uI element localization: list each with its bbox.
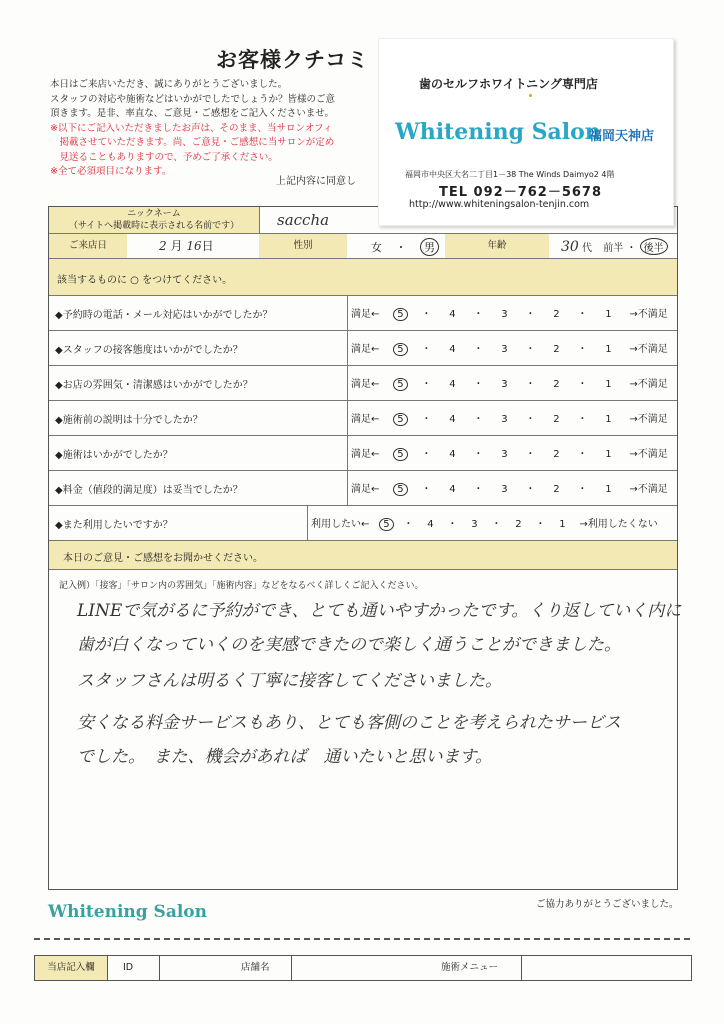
scale-right: →利用したくない: [579, 519, 658, 530]
notice-line: 掲載させていただきます。尚、ご意見・ご感想に当サロンが定め: [50, 137, 335, 148]
divider: [347, 331, 348, 365]
age-label: 年齢: [445, 234, 549, 258]
footer-logo: Whitening Salon: [48, 902, 208, 922]
store-phone: TEL 092－762－5678: [439, 185, 603, 200]
scale-right: →不満足: [629, 484, 668, 495]
rating-option[interactable]: 1: [605, 414, 612, 425]
divider: [347, 401, 348, 435]
rating-option[interactable]: 4: [449, 449, 456, 460]
divider: [307, 506, 308, 540]
instruction-text: 該当するものに ○ をつけてください。: [57, 275, 233, 286]
divider: [347, 471, 348, 505]
rating-option[interactable]: 1: [605, 484, 612, 495]
rating-option[interactable]: 2: [553, 449, 560, 460]
rating-option[interactable]: 1: [559, 519, 566, 530]
question-row: [49, 331, 677, 366]
divider: [259, 207, 260, 233]
store-label: 当店記入欄: [35, 956, 108, 980]
intro-line: スタッフの対応や施術などはいかがでしたでしょうか？皆様のご意: [50, 93, 336, 105]
visit-label: ご来店日: [49, 234, 127, 258]
scale-right: →不満足: [629, 449, 668, 460]
page-title: お客様クチコミ: [216, 48, 370, 72]
rating-option[interactable]: 3: [501, 414, 508, 425]
rating-option-selected[interactable]: 5: [393, 413, 407, 426]
nickname-value[interactable]: saccha: [277, 211, 330, 229]
gender-options[interactable]: [371, 238, 439, 256]
rating-option[interactable]: 3: [501, 379, 508, 390]
age-early[interactable]: 前半: [603, 243, 624, 254]
thanks-text: ご協力ありがとうございました。: [536, 899, 679, 910]
store-address: 福岡市中央区大名二丁目1－38 The Winds Daimyo2 4階: [405, 170, 615, 179]
rating-scale[interactable]: 満足← 5 ・ 4 ・ 3 ・ 2 ・ 1 →不満足: [351, 379, 668, 390]
rating-option[interactable]: 3: [501, 449, 508, 460]
rating-option[interactable]: 2: [553, 309, 560, 320]
question-row: [49, 296, 677, 331]
store-use-table: [34, 955, 692, 981]
rating-option[interactable]: 2: [553, 344, 560, 355]
rating-option[interactable]: 2: [515, 519, 522, 530]
gender-female[interactable]: 女: [371, 241, 382, 254]
comments-heading-row: [49, 541, 677, 570]
menu-label: 施術メニュー: [441, 962, 499, 973]
comment-line: 安くなる料金サービスもあり、とても客側のことを考えられたサービス: [77, 713, 621, 733]
decorative-dots: [379, 94, 673, 96]
scale-right: →不満足: [629, 379, 668, 390]
rating-option[interactable]: 2: [553, 414, 560, 425]
instruction-row: [49, 259, 677, 296]
gender-separator: ・: [395, 241, 407, 254]
question-row: [49, 436, 677, 471]
rating-option[interactable]: 4: [449, 414, 456, 425]
notice-line: ※以下にご記入いただきましたお声は、そのまま、当サロンオフィ: [50, 122, 333, 134]
scale-right: →不満足: [629, 344, 668, 355]
rating-option[interactable]: 1: [605, 379, 612, 390]
rating-option-selected[interactable]: 5: [393, 308, 407, 321]
rating-option[interactable]: 1: [605, 344, 612, 355]
rating-scale[interactable]: 満足← 5 ・ 4 ・ 3 ・ 2 ・ 1 →不満足: [351, 484, 668, 495]
revisit-scale[interactable]: 利用したい← 5 ・ 4 ・ 3 ・ 2 ・ 1 →利用したくない: [311, 519, 658, 530]
age-late[interactable]: 後半: [640, 238, 668, 255]
scale-left: 満足←: [351, 449, 380, 460]
rating-option[interactable]: 3: [471, 519, 478, 530]
store-branch: 福岡天神店: [589, 129, 655, 144]
rating-option[interactable]: 4: [449, 309, 456, 320]
question-row: [49, 401, 677, 436]
agree-text: 上記内容に同意し: [276, 176, 356, 187]
rating-option-selected[interactable]: 5: [393, 378, 407, 391]
comment-line: スタッフさんは明るく丁寧に接客してくださいました。: [77, 671, 502, 691]
divider: [347, 296, 348, 330]
gender-male[interactable]: 男: [420, 238, 439, 256]
rating-option[interactable]: 4: [449, 379, 456, 390]
scale-left: 満足←: [351, 414, 380, 425]
divider: [347, 366, 348, 400]
rating-option[interactable]: 3: [501, 344, 508, 355]
rating-option[interactable]: 4: [449, 484, 456, 495]
rating-scale[interactable]: 満足← 5 ・ 4 ・ 3 ・ 2 ・ 1 →不満足: [351, 414, 668, 425]
scale-left: 満足←: [351, 309, 380, 320]
question-text: ◆料金（値段的満足度）は妥当でしたか？: [55, 485, 243, 496]
gender-label: 性別: [259, 234, 347, 258]
notice-line: 見送ることもありますので、予めご了承ください。: [50, 151, 278, 163]
comments-heading: 本日のご意見・ご感想をお聞かせください。: [63, 553, 263, 564]
rating-option[interactable]: 4: [449, 344, 456, 355]
rating-option-selected[interactable]: 5: [393, 343, 407, 356]
nickname-label: ニックネーム （サイトへ掲載時に表示される名前です）: [49, 207, 259, 233]
scale-left: 利用したい←: [311, 519, 370, 530]
rating-option[interactable]: 3: [501, 309, 508, 320]
rating-option[interactable]: 4: [427, 519, 434, 530]
scale-left: 満足←: [351, 344, 380, 355]
question-text: ◆また利用したいですか？: [55, 520, 173, 531]
age-value: 30: [561, 239, 579, 255]
visit-month: 2: [159, 239, 167, 253]
day-unit: 日: [201, 239, 214, 253]
divider: [159, 956, 160, 980]
scale-left: 満足←: [351, 379, 380, 390]
comment-line: でした。 また、機会があれば 通いたいと思います。: [77, 747, 493, 767]
rating-option[interactable]: 1: [605, 309, 612, 320]
comment-line: 歯が白くなっていくのを実感できたので楽しく通うことができました。: [77, 635, 621, 655]
rating-option[interactable]: 3: [501, 484, 508, 495]
comments-example: 記入例）「接客」「サロン内の雰囲気」「施術内容」などをなるべく詳しくご記入ください。: [59, 581, 424, 591]
id-label: ID: [123, 962, 134, 973]
survey-form: [48, 206, 682, 890]
divider: [521, 956, 522, 980]
rating-scale[interactable]: 満足← 5 ・ 4 ・ 3 ・ 2 ・ 1 →不満足: [351, 309, 668, 320]
store-url: http://www.whiteningsalon-tenjin.com: [409, 199, 590, 210]
store-logo: Whitening Salon: [395, 119, 601, 145]
comment-line: LINEで気がるに予約ができ、とても通いやすかったです。くり返していく内に: [77, 601, 682, 621]
shop-label: 店舗名: [241, 962, 270, 973]
question-row: [49, 471, 677, 506]
profile-row: [49, 234, 677, 259]
comments-box[interactable]: [49, 570, 682, 888]
scale-right: →不満足: [629, 414, 668, 425]
visit-date[interactable]: [159, 237, 214, 254]
revisit-row: [49, 506, 677, 541]
rating-option[interactable]: 1: [605, 449, 612, 460]
cut-line: [34, 938, 690, 940]
age-unit: 代: [582, 243, 593, 254]
store-subtitle: 歯のセルフホワイトニング専門店: [419, 77, 598, 91]
question-text: ◆予約時の電話・メール対応はいかがでしたか？: [55, 310, 273, 321]
notice-line: ※全て必須項目になります。: [50, 166, 172, 177]
question-text: ◆施術前の説明は十分でしたか？: [55, 415, 203, 426]
scale-right: →不満足: [629, 309, 668, 320]
scale-left: 満足←: [351, 484, 380, 495]
question-text: ◆施術はいかがでしたか？: [55, 450, 173, 461]
rating-scale[interactable]: 満足← 5 ・ 4 ・ 3 ・ 2 ・ 1 →不満足: [351, 449, 668, 460]
divider: [291, 956, 292, 980]
rating-option-selected[interactable]: 5: [379, 518, 393, 531]
rating-option-selected[interactable]: 5: [393, 448, 407, 461]
rating-scale[interactable]: 満足← 5 ・ 4 ・ 3 ・ 2 ・ 1 →不満足: [351, 344, 668, 355]
intro-line: 本日はご来店いただき、誠にありがとうございました。: [50, 79, 288, 90]
question-text: ◆お店の雰囲気・清潔感はいかがでしたか？: [55, 380, 253, 391]
question-row: [49, 366, 677, 401]
store-card: [378, 38, 674, 226]
rating-option-selected[interactable]: 5: [393, 483, 407, 496]
month-unit: 月: [170, 239, 183, 253]
visit-day: 16: [186, 239, 202, 253]
intro-text: [50, 78, 380, 180]
rating-option[interactable]: 2: [553, 379, 560, 390]
divider: [347, 436, 348, 470]
rating-option[interactable]: 2: [553, 484, 560, 495]
intro-line: 頂きます。是非、率直な、ご意見・ご感想をご記入くださいませ。: [50, 108, 334, 119]
age-options[interactable]: 30 代 前半 ・ 後半: [561, 238, 668, 255]
question-text: ◆スタッフの接客態度はいかがでしたか？: [55, 345, 243, 356]
